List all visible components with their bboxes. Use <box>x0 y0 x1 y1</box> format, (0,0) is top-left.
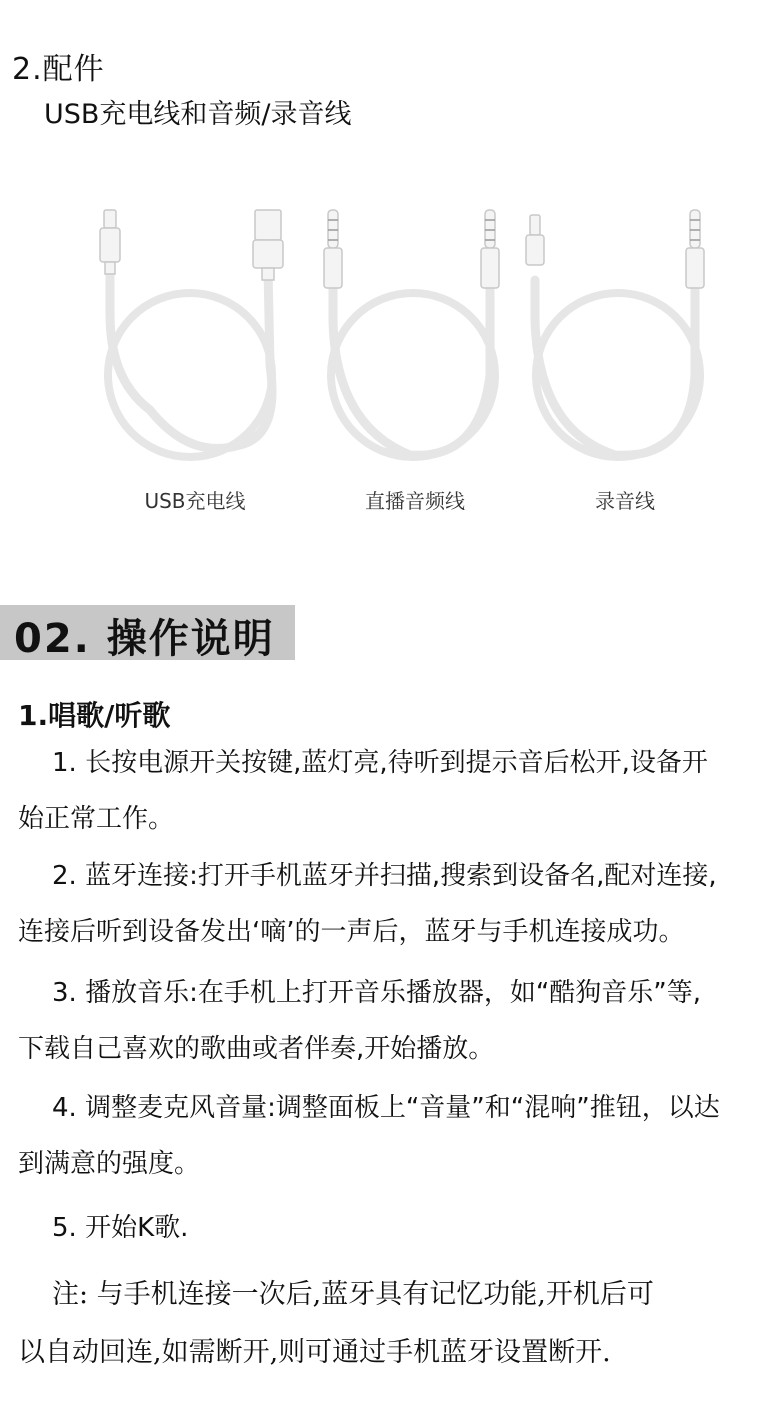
step-1-line2: 始正常工作。 <box>18 804 175 834</box>
recording-cable-label: 录音线 <box>595 489 655 513</box>
section-banner-title: 02. 操作说明 <box>14 616 275 662</box>
recording-cable-image <box>535 280 700 457</box>
step-2-line2: 连接后听到设备发出‘嘀’的一声后，蓝牙与手机连接成功。 <box>18 917 685 947</box>
sing-listen-heading: 1.唱歌/听歌 <box>18 699 171 732</box>
step-2-line1: 2. 蓝牙连接:打开手机蓝牙并扫描,搜索到设备名,配对连接, <box>52 861 717 891</box>
accessories-heading: 2.配件 <box>12 52 105 87</box>
step-5 <box>18 1200 768 1256</box>
step-3-line1: 3. 播放音乐:在手机上打开音乐播放器，如“酷狗音乐”等, <box>52 978 702 1008</box>
step-1 <box>18 735 768 847</box>
step-4-line1: 4. 调整麦克风音量:调整面板上“音量”和“混响”推钮，以达 <box>52 1093 720 1123</box>
step-1-line1: 1. 长按电源开关按键,蓝灯亮,待听到提示音后松开,设备开 <box>52 748 708 778</box>
step-4-line2: 到满意的强度。 <box>18 1149 201 1179</box>
note-line2: 以自动回连,如需断开,则可通过手机蓝牙设置断开. <box>18 1337 611 1368</box>
step-3 <box>18 965 768 1077</box>
step-2 <box>18 848 768 960</box>
note <box>18 1266 778 1382</box>
step-3-line2: 下载自己喜欢的歌曲或者伴奏,开始播放。 <box>18 1034 495 1064</box>
step-5-line1: 5. 开始K歌. <box>52 1213 189 1243</box>
audio-cable-label: 直播音频线 <box>365 489 465 513</box>
note-line1: 注: 与手机连接一次后,蓝牙具有记忆功能,开机后可 <box>52 1279 654 1310</box>
step-4 <box>18 1080 768 1192</box>
usb-cable-image <box>108 270 272 457</box>
audio-cable-image <box>331 280 495 457</box>
cables-illustration <box>80 195 720 495</box>
usb-cable-label: USB充电线 <box>144 489 246 513</box>
accessories-subheading: USB充电线和音频/录音线 <box>44 99 352 130</box>
